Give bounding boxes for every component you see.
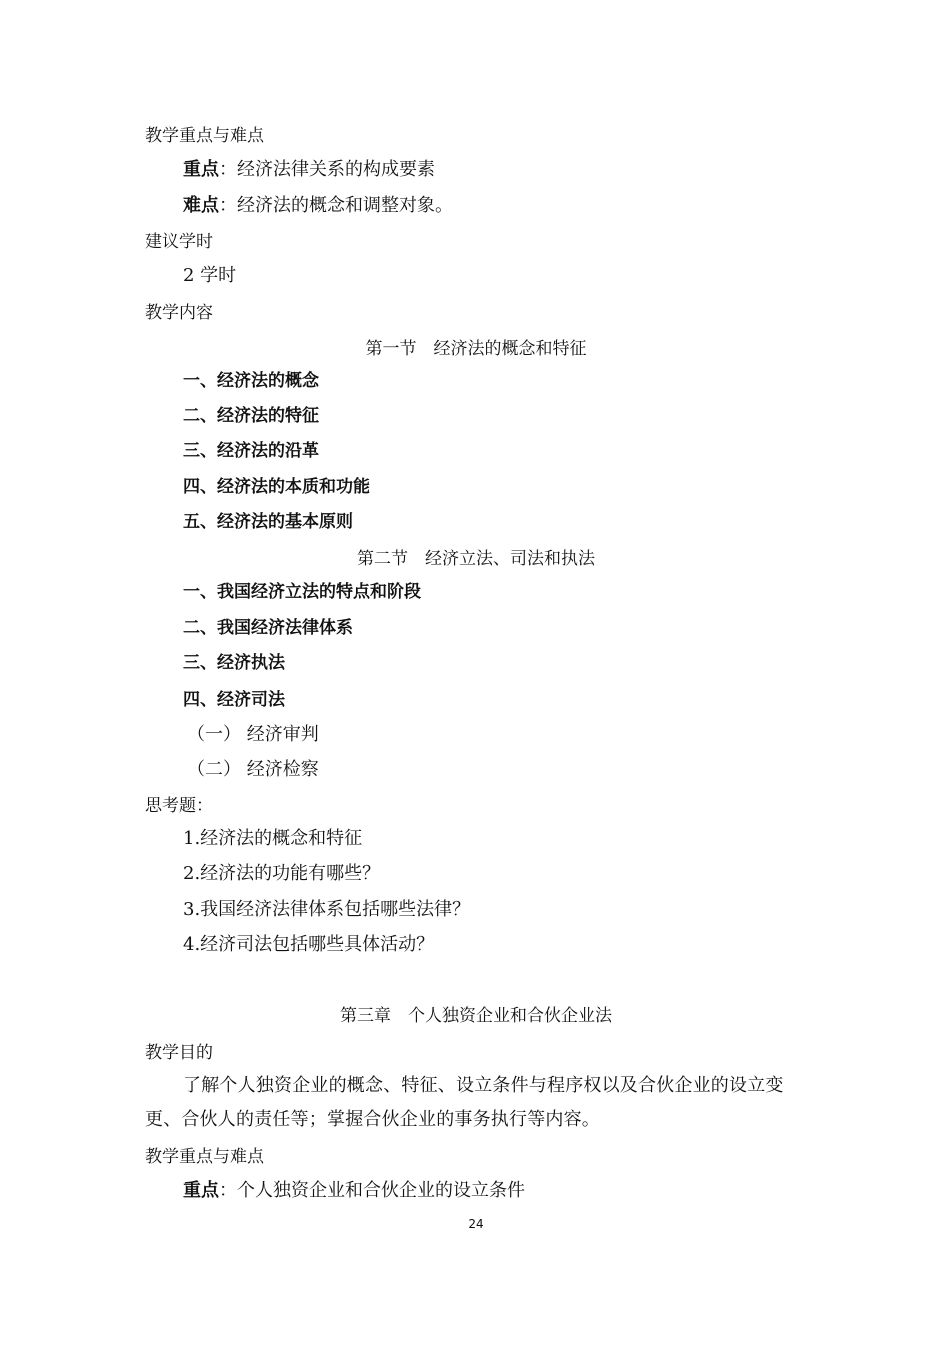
section-2-item-2: 二、我国经济法律体系: [183, 618, 353, 638]
heading-questions: 思考题：: [145, 796, 213, 816]
key-label: 重点: [183, 159, 219, 180]
section-2-item-4: 四、经济司法: [183, 690, 285, 710]
difficulty-text: ：经济法的概念和调整对象。: [219, 195, 453, 216]
section-2-item-1: 一、我国经济立法的特点和阶段: [183, 582, 421, 602]
key-point-line: [183, 158, 435, 182]
heading-key-points-2: 教学重点与难点: [145, 1147, 264, 1167]
key-point-line-2: [183, 1179, 525, 1203]
hours-text: 2 学时: [183, 265, 237, 286]
section-1-item-2: 二、经济法的特征: [183, 406, 319, 426]
section-1-title: 第一节 经济法的概念和特征: [365, 339, 587, 359]
key-text: ：经济法律关系的构成要素: [219, 159, 435, 180]
chapter-3-title: 第三章 个人独资企业和合伙企业法: [340, 1006, 612, 1026]
heading-goals: 教学目的: [145, 1043, 213, 1063]
section-1-item-1: 一、经济法的概念: [183, 371, 319, 391]
section-1-item-4: 四、经济法的本质和功能: [183, 477, 370, 497]
section-2-sub-1: （一） 经济审判: [187, 724, 319, 745]
section-2-title: 第二节 经济立法、司法和执法: [357, 549, 595, 569]
section-1-item-3: 三、经济法的沿革: [183, 441, 319, 461]
question-1: 1.经济法的概念和特征: [183, 828, 363, 849]
question-3: 3.我国经济法律体系包括哪些法律？: [183, 899, 471, 920]
question-2: 2.经济法的功能有哪些？: [183, 863, 381, 884]
heading-key-points: 教学重点与难点: [145, 126, 264, 146]
goals-paragraph: 了解个人独资企业的概念、特征、设立条件与程序权以及合伙企业的设立变更、合伙人的责任等；掌握合伙企业的事务执行等内容。: [145, 1075, 784, 1130]
key-label-2: 重点: [183, 1180, 219, 1201]
question-4: 4.经济司法包括哪些具体活动？: [183, 934, 435, 955]
key-text-2: ：个人独资企业和合伙企业的设立条件: [219, 1180, 525, 1201]
page-number: 24: [468, 1217, 484, 1231]
heading-content: 教学内容: [145, 303, 213, 323]
difficulty-line: [183, 194, 453, 218]
section-2-sub-2: （二） 经济检察: [187, 759, 319, 780]
heading-hours: 建议学时: [145, 232, 213, 252]
section-2-item-3: 三、经济执法: [183, 653, 285, 673]
difficulty-label: 难点: [183, 195, 219, 216]
section-1-item-5: 五、经济法的基本原则: [183, 512, 353, 532]
